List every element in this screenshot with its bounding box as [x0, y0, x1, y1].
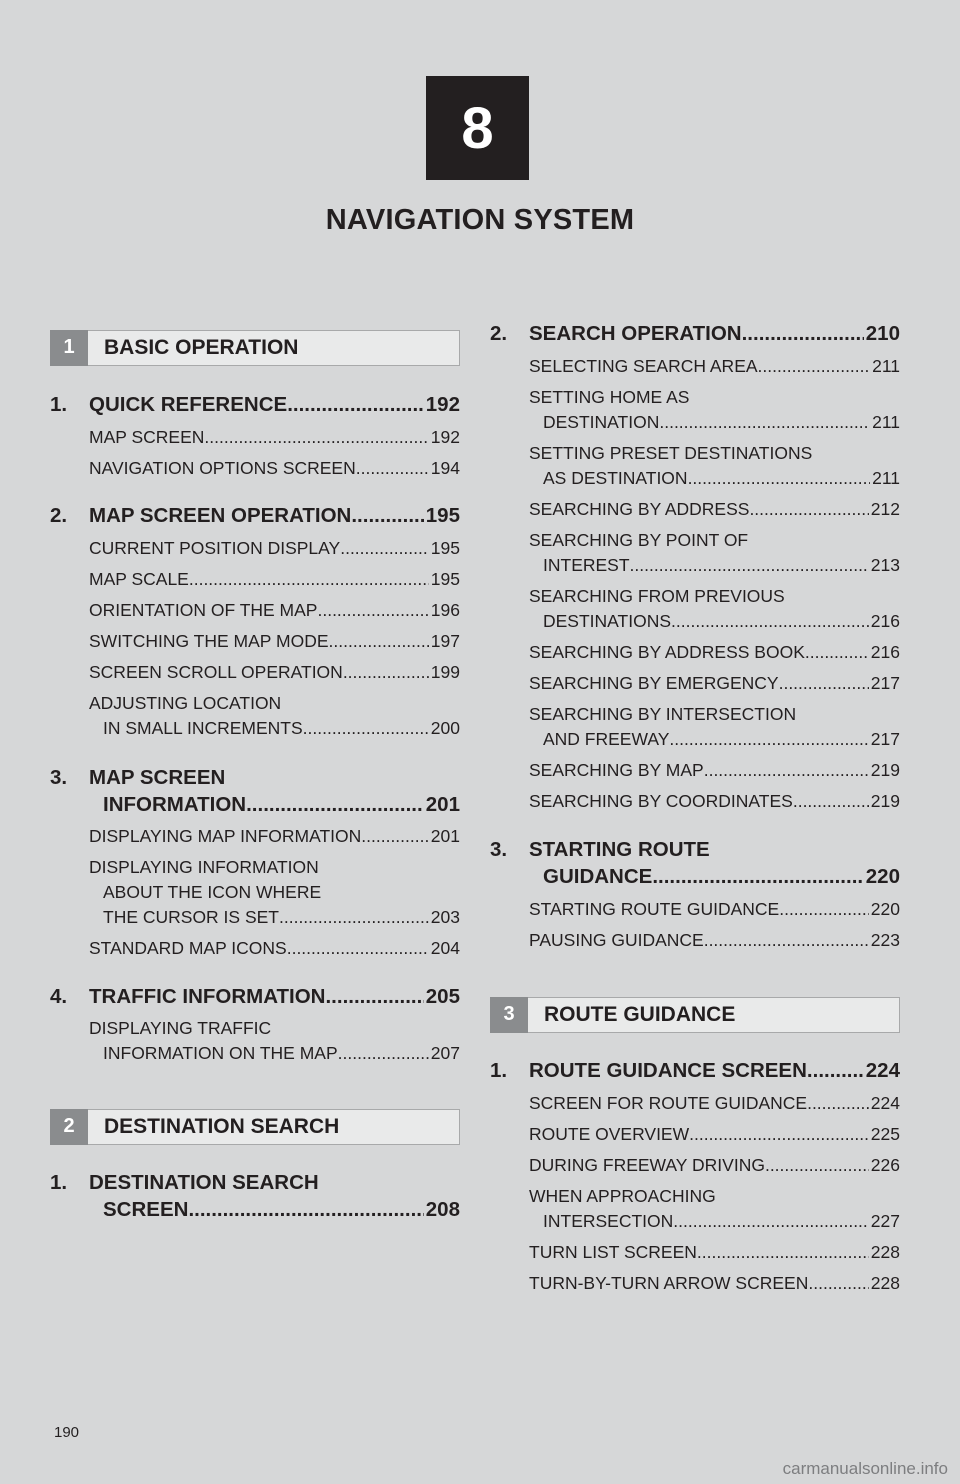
toc-entry[interactable] — [89, 936, 460, 961]
toc-entry-page: 228 — [870, 1273, 900, 1293]
chapter-number-box: 8 — [426, 76, 529, 180]
dot-leader — [317, 598, 428, 623]
toc-heading-number: 3. — [490, 838, 508, 861]
toc-entry-page: 213 — [870, 555, 900, 575]
toc-entry[interactable] — [89, 425, 460, 450]
toc-entry[interactable] — [89, 691, 460, 741]
section-number: 1 — [50, 330, 88, 366]
toc-entry-page: 203 — [430, 907, 460, 927]
toc-heading-number: 2. — [50, 504, 68, 527]
toc-entry[interactable] — [529, 789, 900, 814]
dot-leader — [704, 758, 869, 783]
toc-entry[interactable] — [529, 441, 900, 491]
dot-leader — [793, 789, 869, 814]
toc-entry-label: SEARCHING BY ADDRESS BOOK — [529, 642, 805, 662]
dot-leader — [204, 425, 428, 450]
toc-entry-line: SETTING HOME AS — [529, 387, 690, 407]
toc-entry-label: STARTING ROUTE GUIDANCE — [529, 899, 780, 919]
toc-entry-page: 197 — [430, 631, 460, 651]
toc-entry-page: 211 — [872, 356, 900, 376]
toc-entry[interactable] — [529, 928, 900, 953]
dot-leader — [652, 863, 863, 890]
toc-entry[interactable] — [89, 598, 460, 623]
chapter-title: NAVIGATION SYSTEM — [325, 204, 635, 236]
toc-heading-line: DESTINATION SEARCH — [89, 1171, 319, 1194]
toc-entry-page: 199 — [430, 662, 460, 682]
section-header — [50, 330, 460, 366]
toc-entry-page: 194 — [430, 458, 460, 478]
toc-entry-label: AND FREEWAY — [543, 729, 670, 749]
toc-entry[interactable] — [89, 567, 460, 592]
toc-entry-page: 219 — [870, 760, 900, 780]
toc-heading-page: 195 — [425, 504, 460, 527]
toc-entry[interactable] — [529, 584, 900, 634]
toc-heading-label: MAP SCREEN OPERATION — [89, 504, 352, 527]
toc-entry[interactable] — [529, 671, 900, 696]
toc-entry-page: 226 — [870, 1155, 900, 1175]
toc-entry[interactable] — [529, 1153, 900, 1178]
toc-entry-label: MAP SCREEN — [89, 427, 205, 447]
toc-entry-page: 201 — [430, 826, 460, 846]
dot-leader — [659, 410, 870, 435]
toc-entry-label: ORIENTATION OF THE MAP — [89, 600, 318, 620]
dot-leader — [188, 1196, 423, 1223]
toc-entry-label: NAVIGATION OPTIONS SCREEN — [89, 458, 356, 478]
dot-leader — [287, 391, 424, 418]
dot-leader — [669, 727, 868, 752]
dot-leader — [329, 629, 429, 654]
toc-entry-page: 192 — [430, 427, 460, 447]
toc-entry-page: 216 — [870, 642, 900, 662]
toc-entry-line: DISPLAYING INFORMATION — [89, 857, 319, 877]
toc-heading-page: 210 — [865, 322, 900, 345]
section-number: 2 — [50, 1109, 88, 1145]
toc-heading-number: 4. — [50, 985, 68, 1008]
dot-leader — [356, 456, 429, 481]
toc-heading-line: MAP SCREEN — [89, 766, 226, 789]
toc-entry-label: IN SMALL INCREMENTS — [103, 718, 303, 738]
toc-entry-line: DISPLAYING TRAFFIC — [89, 1018, 272, 1038]
dot-leader — [189, 567, 429, 592]
toc-entry[interactable] — [529, 1240, 900, 1265]
toc-entry-label: THE CURSOR IS SET — [103, 907, 279, 927]
dot-leader — [303, 716, 429, 741]
dot-leader — [343, 660, 429, 685]
dot-leader — [689, 1122, 869, 1147]
toc-heading-page: 205 — [425, 985, 460, 1008]
dot-leader — [287, 936, 429, 961]
toc-entry-label: ROUTE OVERVIEW — [529, 1124, 690, 1144]
toc-entry[interactable] — [529, 385, 900, 435]
toc-entry-label: DESTINATION — [543, 412, 660, 432]
toc-heading-label: ROUTE GUIDANCE SCREEN — [529, 1059, 807, 1082]
toc-entry[interactable] — [529, 1271, 900, 1296]
toc-entry-line: SETTING PRESET DESTINATIONS — [529, 443, 813, 463]
toc-entry-page: 211 — [872, 468, 900, 488]
dot-leader — [279, 905, 429, 930]
toc-entry-page: 223 — [870, 930, 900, 950]
section-header — [490, 997, 900, 1033]
toc-entry-page: 212 — [870, 499, 900, 519]
toc-entry-label: MAP SCALE — [89, 569, 189, 589]
toc-entry-label: SEARCHING BY ADDRESS — [529, 499, 750, 519]
toc-entry[interactable] — [529, 640, 900, 665]
toc-entry-label: SEARCHING BY MAP — [529, 760, 704, 780]
toc-entry-line: SEARCHING BY INTERSECTION — [529, 704, 797, 724]
toc-entry-page: 219 — [870, 791, 900, 811]
toc-heading-label: SCREEN — [103, 1198, 189, 1221]
toc-heading-number: 1. — [50, 1171, 68, 1194]
toc-entry-line: ABOUT THE ICON WHERE — [103, 882, 322, 902]
dot-leader — [758, 354, 871, 379]
dot-leader — [749, 497, 868, 522]
toc-heading-label: INFORMATION — [103, 793, 247, 816]
dot-leader — [807, 1091, 869, 1116]
toc-entry-page: 211 — [872, 412, 900, 432]
toc-entry[interactable] — [89, 536, 460, 561]
page-number: 190 — [54, 1424, 80, 1441]
dot-leader — [361, 824, 429, 849]
toc-entry-line: SEARCHING FROM PREVIOUS — [529, 586, 785, 606]
toc-entry-label: TURN-BY-TURN ARROW SCREEN — [529, 1273, 809, 1293]
toc-entry-label: SELECTING SEARCH AREA — [529, 356, 758, 376]
toc-entry[interactable] — [529, 758, 900, 783]
toc-entry-page: 227 — [870, 1211, 900, 1231]
toc-entry-page: 217 — [870, 729, 900, 749]
toc-entry[interactable] — [529, 1122, 900, 1147]
dot-leader — [340, 536, 429, 561]
toc-entry-label: SEARCHING BY EMERGENCY — [529, 673, 779, 693]
toc-entry[interactable] — [89, 855, 460, 930]
dot-leader — [671, 609, 869, 634]
dot-leader — [630, 553, 869, 578]
toc-entry-page: 216 — [870, 611, 900, 631]
toc-heading-number: 3. — [50, 766, 68, 789]
toc-entry-line: WHEN APPROACHING — [529, 1186, 716, 1206]
dot-leader — [742, 320, 864, 347]
dot-leader — [325, 983, 423, 1010]
toc-entry-label: DURING FREEWAY DRIVING — [529, 1155, 765, 1175]
toc-entry-page: 228 — [870, 1242, 900, 1262]
toc-entry-page: 225 — [870, 1124, 900, 1144]
toc-entry-label: PAUSING GUIDANCE — [529, 930, 704, 950]
toc-entry[interactable] — [529, 1091, 900, 1116]
toc-entry-label: DESTINATIONS — [543, 611, 672, 631]
dot-leader — [808, 1271, 868, 1296]
toc-heading-page: 224 — [865, 1059, 900, 1082]
toc-entry-label: INTERSECTION — [543, 1211, 674, 1231]
section-label: ROUTE GUIDANCE — [544, 1003, 736, 1026]
toc-entry[interactable] — [529, 528, 900, 578]
section-header — [50, 1109, 460, 1145]
toc-heading-page: 201 — [425, 793, 460, 816]
dot-leader — [351, 502, 423, 529]
dot-leader — [779, 671, 869, 696]
toc-entry[interactable] — [529, 1184, 900, 1234]
dot-leader — [704, 928, 869, 953]
dot-leader — [246, 791, 424, 818]
toc-entry-label: DISPLAYING MAP INFORMATION — [89, 826, 362, 846]
toc-entry-page: 204 — [430, 938, 460, 958]
toc-entry-label: SCREEN SCROLL OPERATION — [89, 662, 343, 682]
watermark: carmanualsonline.info — [782, 1459, 948, 1478]
toc-entry-page: 196 — [430, 600, 460, 620]
toc-entry[interactable] — [529, 354, 900, 379]
toc-entry-label: TURN LIST SCREEN — [529, 1242, 697, 1262]
toc-entry[interactable] — [89, 456, 460, 481]
toc-entry-label: CURRENT POSITION DISPLAY — [89, 538, 341, 558]
toc-heading-page: 220 — [865, 865, 900, 888]
toc-entry-page: 224 — [870, 1093, 900, 1113]
toc-entry-label: SEARCHING BY COORDINATES — [529, 791, 793, 811]
toc-heading-number: 1. — [490, 1059, 508, 1082]
toc-entry-line: ADJUSTING LOCATION — [89, 693, 282, 713]
toc-heading-label: TRAFFIC INFORMATION — [89, 985, 326, 1008]
toc-entry-label: SWITCHING THE MAP MODE — [89, 631, 329, 651]
toc-entry-page: 200 — [430, 718, 460, 738]
toc-entry[interactable] — [529, 897, 900, 922]
toc-entry-page: 195 — [430, 569, 460, 589]
toc-entry-label: INTEREST — [543, 555, 630, 575]
dot-leader — [779, 897, 869, 922]
toc-heading-label: SEARCH OPERATION — [529, 322, 742, 345]
dot-leader — [697, 1240, 869, 1265]
toc-entry-line: SEARCHING BY POINT OF — [529, 530, 749, 550]
toc-heading-page: 192 — [425, 393, 460, 416]
toc-entry-page: 207 — [430, 1043, 460, 1063]
toc-entry-label: STANDARD MAP ICONS — [89, 938, 287, 958]
toc-entry[interactable] — [89, 1016, 460, 1066]
toc-heading-number: 1. — [50, 393, 68, 416]
toc-entry[interactable] — [89, 824, 460, 849]
dot-leader — [688, 466, 871, 491]
toc-heading-label: QUICK REFERENCE — [89, 393, 288, 416]
toc-entry-page: 195 — [430, 538, 460, 558]
toc-entry[interactable] — [529, 497, 900, 522]
dot-leader — [805, 640, 869, 665]
section-number: 3 — [490, 997, 528, 1033]
toc-entry-page: 217 — [870, 673, 900, 693]
toc-heading-line: STARTING ROUTE — [529, 838, 710, 861]
section-label: BASIC OPERATION — [104, 336, 299, 359]
toc-entry-label: AS DESTINATION — [543, 468, 688, 488]
dot-leader — [673, 1209, 869, 1234]
toc-entry-label: INFORMATION ON THE MAP — [103, 1043, 338, 1063]
toc-entry[interactable] — [529, 702, 900, 752]
toc-entry[interactable] — [89, 629, 460, 654]
dot-leader — [338, 1041, 429, 1066]
toc-entry[interactable] — [89, 660, 460, 685]
toc-entry-label: SCREEN FOR ROUTE GUIDANCE — [529, 1093, 808, 1113]
section-label: DESTINATION SEARCH — [104, 1115, 340, 1138]
toc-entry-page: 220 — [870, 899, 900, 919]
toc-heading-number: 2. — [490, 322, 508, 345]
dot-leader — [765, 1153, 869, 1178]
toc-heading-label: GUIDANCE — [543, 865, 653, 888]
toc-heading-page: 208 — [425, 1198, 460, 1221]
dot-leader — [807, 1057, 864, 1084]
